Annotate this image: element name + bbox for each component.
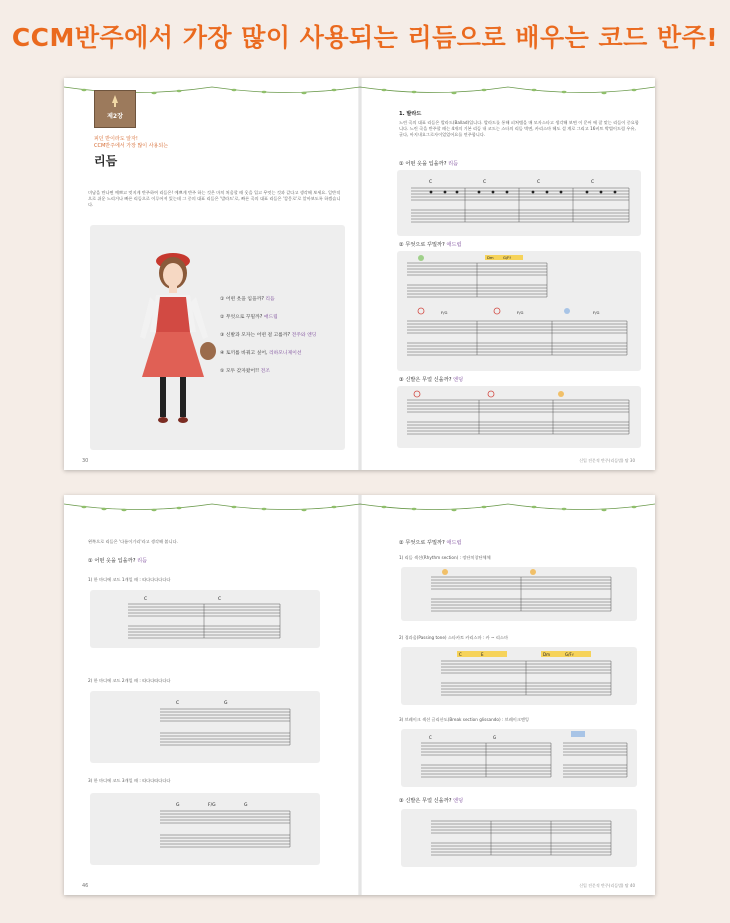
page-gutter: [358, 495, 362, 895]
chord-label: C: [537, 180, 541, 185]
section-title: 1. 발라드: [399, 111, 422, 117]
chord-label: C: [218, 597, 222, 602]
footer-right: 신입 전문적 반주(리듬법) 탑 40: [579, 883, 635, 888]
list-item-1: ① 어떤 옷을 입을까? 리듬: [220, 297, 275, 302]
sheet-music-box-1: [397, 170, 641, 236]
intro-paragraph: 미남을 만나면 예쁘고 멋지게 반주하여 리듬은! 예쁘게 반주 하는 것은 마치 처음할 때 옷을 입고 무엇는 것과 같다고 생각해 보세요. 일반적으로 쉬운 느리거나 빠른 리듬으로 이루어져 있는데 그 중의 대표 리듬은 '발라드'로, 빠른 곡의 대표 리듬은 '캄몽로'로 알아보도록 하겠습니다.: [88, 190, 341, 207]
chord-label: G/F♯: [565, 652, 574, 657]
question-3: ③ 신발은 무얼 신을까? 엔딩: [399, 377, 464, 383]
rhythm-line-3: 3) 한 마디에 코드 3개일 때 : 따다다따다다다: [88, 778, 171, 783]
chord-label: C: [144, 597, 148, 602]
book-spread-pages-46-47: [64, 495, 655, 895]
question-1: ① 어떤 옷을 입을까? 리듬: [399, 161, 459, 167]
chord-label: Dm: [487, 255, 494, 260]
staff-notation: [401, 567, 637, 621]
intro-line: 왼쪽으로 리듬은 '다름이기리'라고 생각해 봅니다.: [88, 539, 178, 544]
staff-notation: [90, 691, 320, 763]
sheet-music-box-3: [397, 386, 641, 448]
illustration-panel: [90, 225, 345, 450]
sheet-music-box-2: [90, 691, 320, 763]
chord-label: Dm: [543, 652, 550, 657]
page-number-left: 46: [82, 883, 89, 889]
rhythm-line-2: 2) 한 마디에 코드 2개일 때 : 따다다따다다다: [88, 678, 171, 683]
list-item-5: ⑤ 모두 갖자왔어!! 전조: [220, 369, 270, 374]
headline: CCM반주에서 가장 많이 사용되는 리듬으로 배우는 코드 반주!: [11, 23, 719, 52]
chord-label: G: [244, 803, 248, 808]
subtitle-line1: 피던 반이라도 알자!: [94, 136, 138, 142]
question-2: ② 무엇으로 꾸밀까? 애드립: [399, 540, 462, 546]
question-1: ① 어떤 옷을 입을까? 리듬: [88, 558, 148, 564]
question-2: ② 무엇으로 꾸밀까? 애드립: [399, 242, 462, 248]
chord-label: C: [429, 180, 433, 185]
girl-illustration: [118, 237, 228, 442]
adlib-line-2: 2) 경과음(Passing tone) 스타카토 카리스마 : 카 ~ 리스마: [399, 635, 508, 640]
staff-notation: [397, 386, 641, 448]
chord-label: F/G: [517, 310, 524, 315]
staff-notation: [397, 170, 641, 236]
chord-label: C: [483, 180, 487, 185]
chord-label: G: [493, 735, 497, 740]
adlib-line-3: 3) 브레이크 섹션 글리산도(Break section glissando) : 브레이크엔잉: [399, 717, 529, 722]
chord-label: G: [224, 701, 228, 706]
list-item-4: ④ 토끼를 바꿔고 싶어, 리하모니제이션: [220, 351, 302, 356]
question-3: ③ 신발은 무얼 신을까? 엔딩: [399, 798, 464, 804]
staff-notation: [401, 729, 637, 787]
adlib-line-1: 1) 리듬 섹션(Rhythm section) : 정단치창단체체: [399, 555, 491, 560]
section-description: 느린 곡의 대표 리듬은 발라드(Ballad)입니다. 발라드를 통해 피쳐템을 매 모자스타고 생각해 보면 이 문어 에 잘 맞는 리듬이 중요합니다. 느린 곡을 반주할 때는 4개의 기본 리듬 내 코드는 스타의 리듬 벽면, 카리스마 헤도 설 계로 그리고 16비트 박법이드림 우유, 굴다, 아지내요그로자이었었어요를 연주합니다.: [399, 120, 639, 137]
book-spread-pages-30-31: [64, 78, 655, 470]
sheet-music-box-7: [401, 809, 637, 867]
staff-notation: [397, 251, 641, 371]
staff-notation: [90, 793, 320, 865]
list-item-2: ② 무엇으로 꾸밀까? 애드립: [220, 315, 278, 320]
chapter-badge: [94, 90, 136, 128]
chord-label: C: [429, 735, 432, 740]
chord-label: C: [176, 701, 180, 706]
rhythm-line-1: 1) 한 마디에 코드 1개일 때 : 따다다다다다다: [88, 577, 171, 582]
chord-label: G: [176, 803, 180, 808]
sheet-music-box-2: [397, 251, 641, 371]
chord-label: F/G: [208, 803, 216, 808]
sheet-music-box-4: [401, 567, 637, 621]
page-title: 리듬: [94, 154, 118, 168]
sheet-music-box-3: [90, 793, 320, 865]
chord-label: F/G: [441, 310, 448, 315]
chapter-label: 제2장: [107, 113, 123, 120]
chord-label: G/F♯: [503, 255, 512, 260]
staff-notation: [401, 647, 637, 705]
staff-notation: [401, 809, 637, 867]
list-item-3: ③ 신발과 모자는 어떤 걸 고를까? 전주와 엔딩: [220, 333, 317, 338]
chord-label: C: [591, 180, 595, 185]
chord-label: C: [459, 652, 462, 657]
staff-notation: [90, 590, 320, 648]
chord-label: E: [481, 652, 484, 657]
page-number-left: 30: [82, 458, 89, 464]
candle-icon: [95, 91, 135, 109]
page-gutter: [358, 78, 362, 470]
sheet-music-box-5: [401, 647, 637, 705]
sheet-music-box-1: [90, 590, 320, 648]
footer-right: 신입 전문적 반주(리듬법) 탑 30: [579, 458, 635, 463]
chord-label: F/G: [593, 310, 600, 315]
subtitle-line2: CCM반주에서 가장 많이 사용되는: [94, 143, 169, 149]
sheet-music-box-6: [401, 729, 637, 787]
